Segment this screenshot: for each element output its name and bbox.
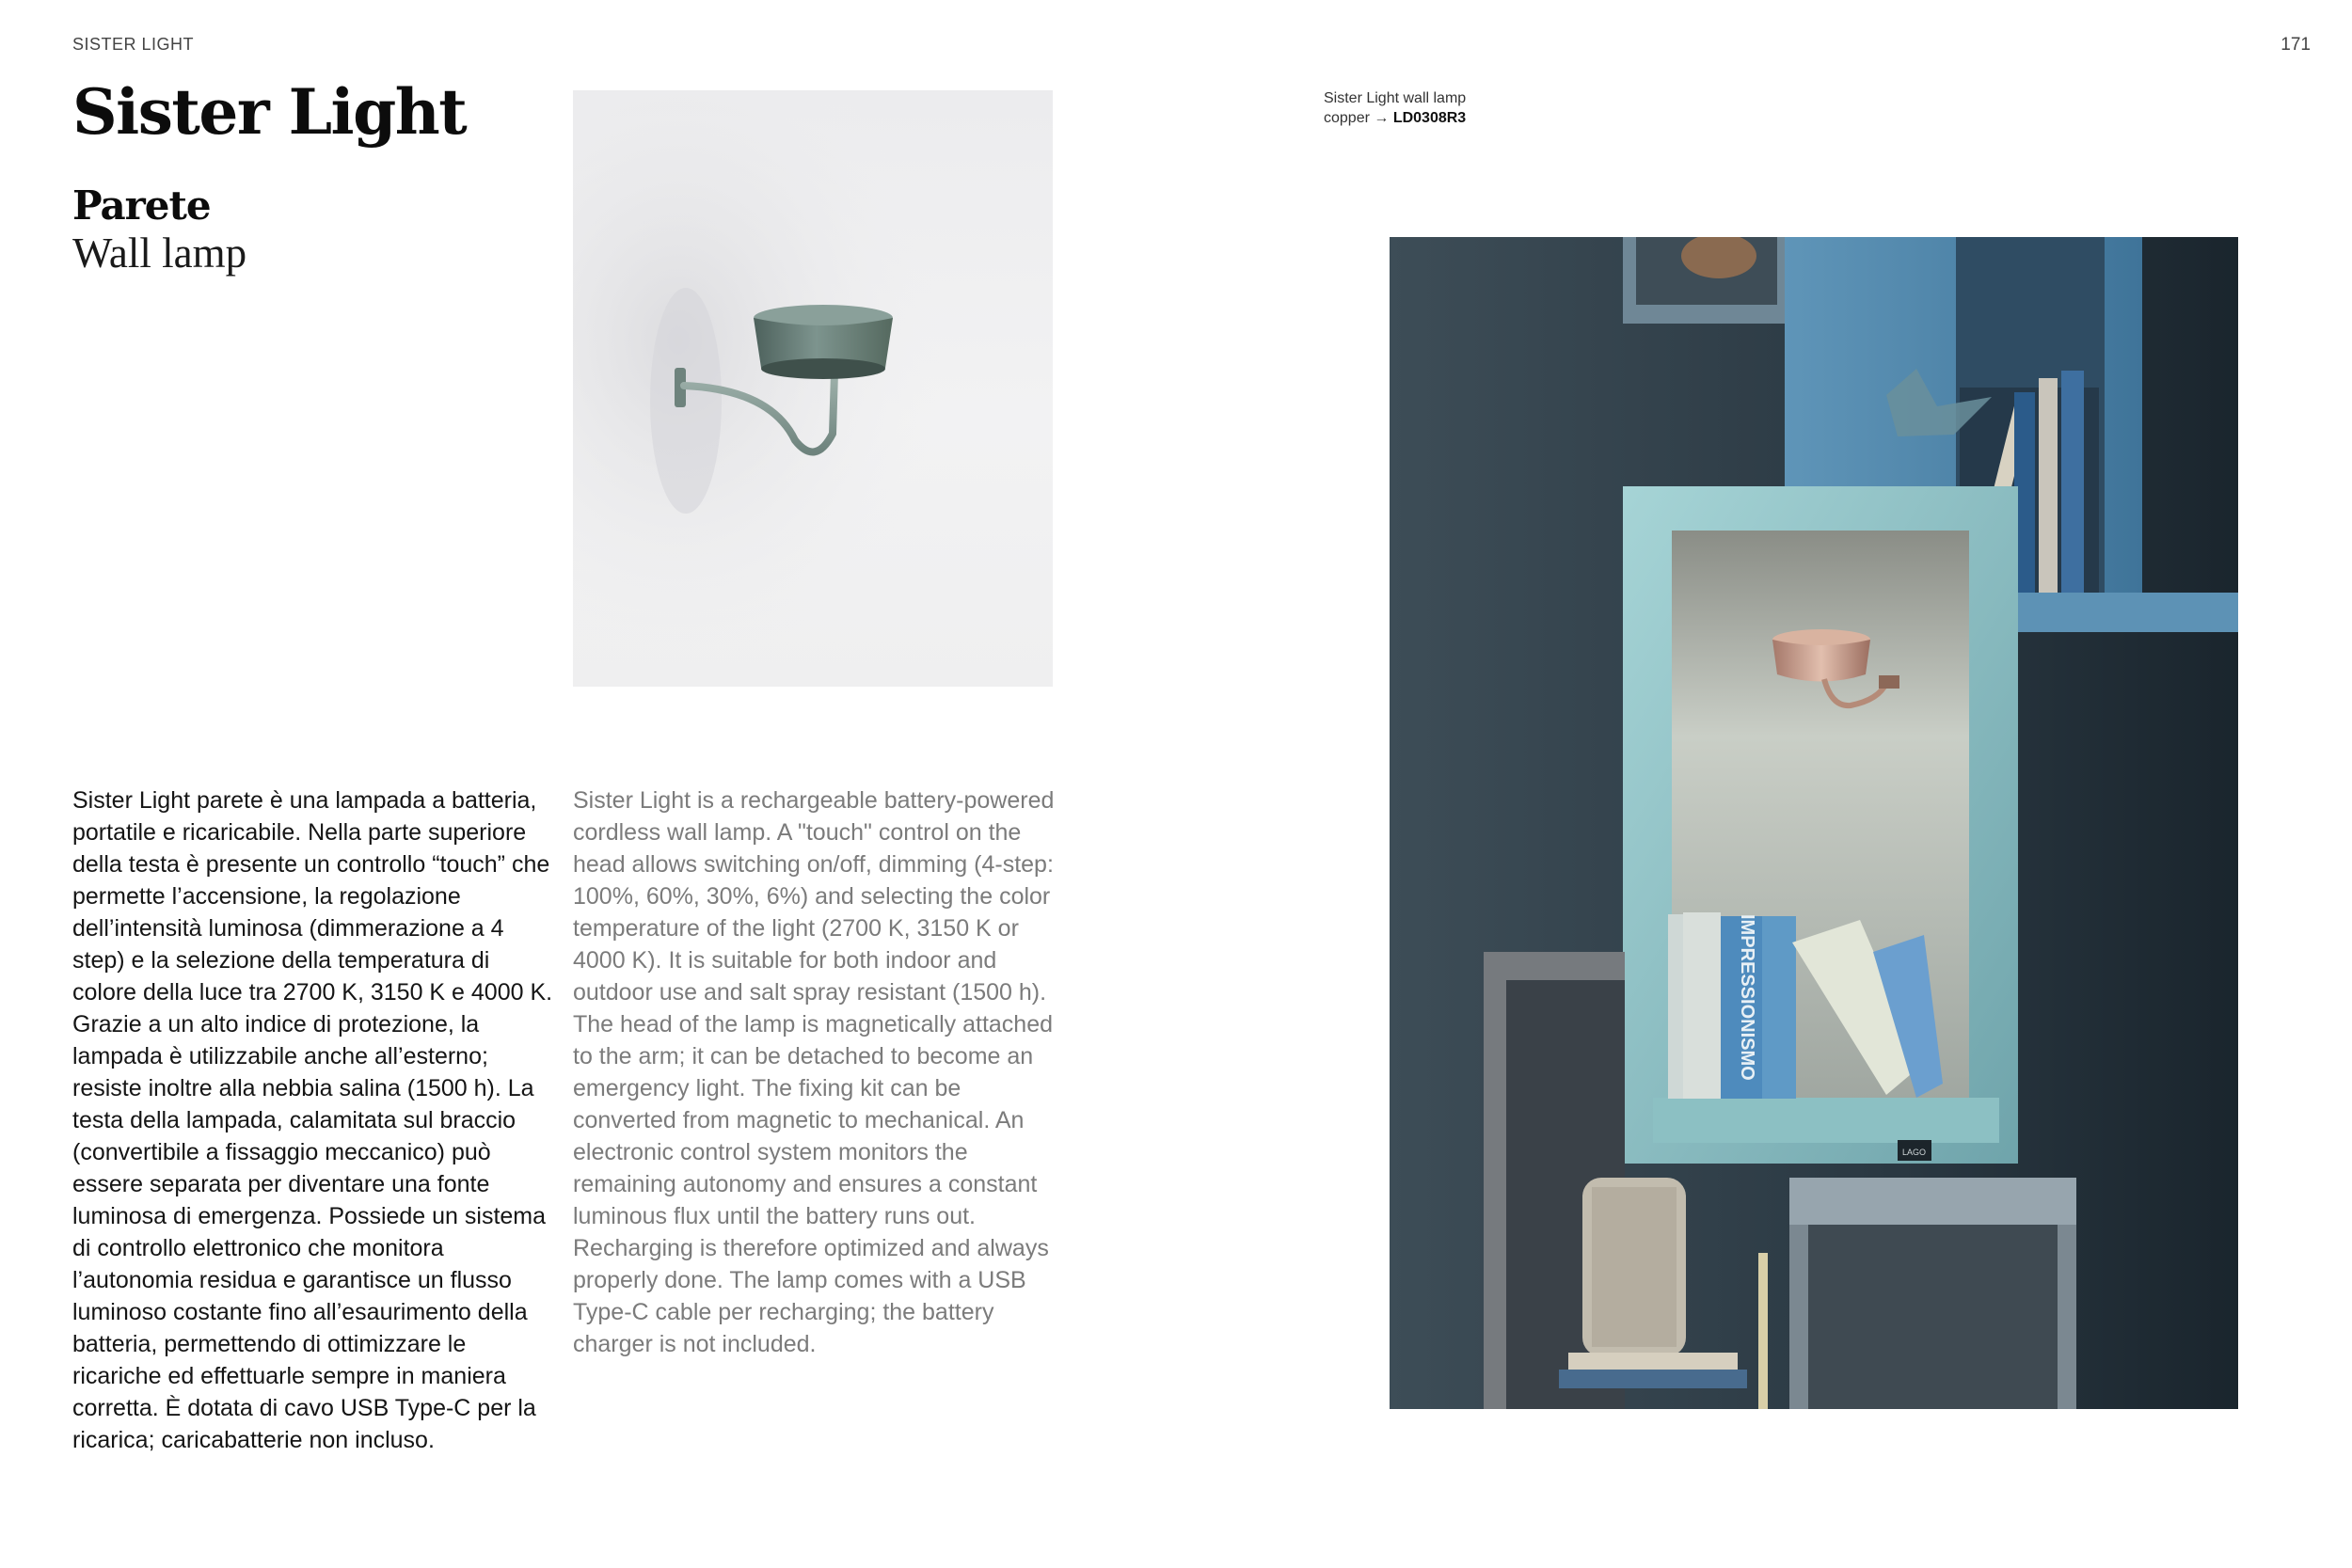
caption-line: Sister Light wall lamp — [1324, 90, 1467, 106]
photo-caption — [1324, 88, 1466, 128]
scene-photo — [1390, 237, 2238, 1409]
description-italian: Sister Light parete è una lampada a batteria, portatile e ricaricabile. Nella parte superiore della testa è presente un controllo “touch” che permette l’accensione, la regolazione dell’intensità luminosa (dimmerazione a 4 step) e la selezione della temperatura di colore della luce tra 2700 K, 3150 K e 4000 K. Grazie a un alto indice di protezione, la lampada è utilizzabile anche all’esterno; resiste inoltre alla nebbia salina (1500 h). La testa della lampada, calamitata sul braccio (convertibile a fissaggio meccanico) può essere separata per diventare una fonte luminosa di emergenza. Possiede un sistema di controllo elettronico che monitora l’autonomia residua e garantisce un flusso luminoso costante fino all’esaurimento della batteria, permettendo di ottimizzare le ricariche ed effettuarle sempre in maniera corretta. È dotata di cavo USB Type-C per la ricarica; caricabatterie non incluso. — [72, 787, 553, 1453]
book-spine-text: IMPRESSIONISMO — [1737, 914, 1757, 1081]
product-title: Sister Light — [72, 75, 467, 149]
product-code: LD0308R3 — [1392, 110, 1467, 126]
shelf-brand-label: LAGO — [1902, 1148, 1927, 1157]
caption-code-line — [1324, 108, 1466, 128]
subtitle-english: Wall lamp — [72, 230, 247, 277]
description-english: Sister Light is a rechargeable battery-powered cordless wall lamp. A "touch" control on the head allows switching on/off, dimming (4-step: 100%, 60%, 30%, 6%) and selecting the color temperature of the light (2700 K, 3150 K or 4000 K). It is suitable for both indoor and outdoor use and salt spray resistant (1500 h). The head of the lamp is magnetically attached to the arm; it can be detached to become an emergency light. The fixing kit can be converted from magnetic to mechanical. An electronic control system monitors the remaining autonomy and ensures a constant luminous flux until the battery runs out. Recharging is therefore optimized and always properly done. The lamp comes with a USB Type-C cable per recharging; the battery charger is not included. — [573, 787, 1055, 1357]
product-photo — [573, 90, 1053, 687]
caption-prefix: copper → — [1324, 110, 1390, 126]
page-number: 171 — [2280, 35, 2311, 55]
subtitle-italian: Parete — [72, 182, 211, 229]
running-head: SISTER LIGHT — [72, 35, 195, 54]
